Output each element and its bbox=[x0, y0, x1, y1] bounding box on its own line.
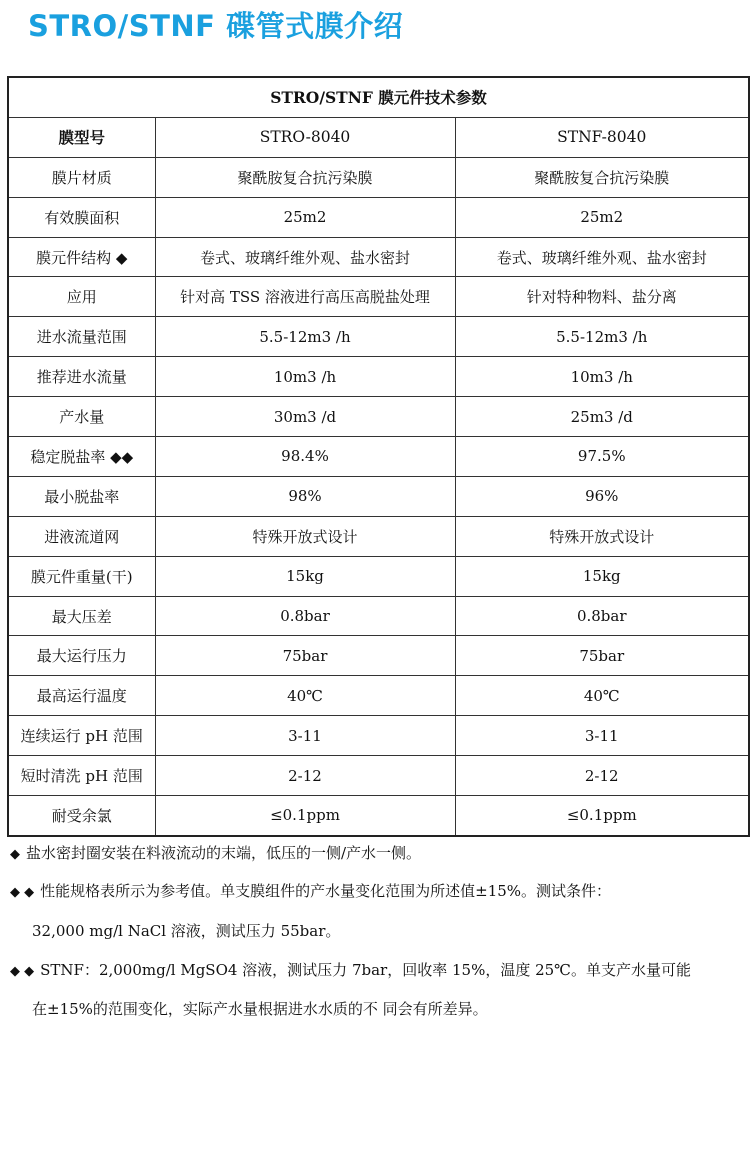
note-1-text: 盐水密封圈安装在料液流动的末端，低压的一侧/产水一侧。 bbox=[26, 844, 422, 862]
double-diamond-icon: ◆ ◆ bbox=[10, 885, 35, 900]
stro-value-cell: 聚酰胺复合抗污染膜 bbox=[155, 157, 455, 197]
row-label-cell: 耐受余氯 bbox=[8, 796, 155, 836]
stnf-value-cell: 0.8bar bbox=[455, 596, 749, 636]
stnf-value-cell: 25m3 /d bbox=[455, 397, 749, 437]
header-cell-stro: STRO-8040 bbox=[155, 117, 455, 157]
table-row bbox=[8, 676, 749, 716]
stnf-value-cell: 聚酰胺复合抗污染膜 bbox=[455, 157, 749, 197]
stro-value-cell: 75bar bbox=[155, 636, 455, 676]
stro-value-cell: 40℃ bbox=[155, 676, 455, 716]
note-2-cont bbox=[32, 920, 340, 941]
stnf-value-cell: 96% bbox=[455, 476, 749, 516]
header-cell-model: 膜型号 bbox=[8, 117, 155, 157]
stro-value-cell: 卷式、玻璃纤维外观、盐水密封 bbox=[155, 237, 455, 277]
row-label-cell: 推荐进水流量 bbox=[8, 357, 155, 397]
stro-value-cell: 25m2 bbox=[155, 197, 455, 237]
table-row bbox=[8, 756, 749, 796]
table-caption: STRO/STNF 膜元件技术参数 bbox=[8, 77, 749, 117]
stnf-value-cell: 10m3 /h bbox=[455, 357, 749, 397]
stnf-value-cell: 2-12 bbox=[455, 756, 749, 796]
table-header-row bbox=[8, 117, 749, 157]
stro-value-cell: 98% bbox=[155, 476, 455, 516]
stnf-value-cell: 针对特种物料、盐分离 bbox=[455, 277, 749, 317]
diamond-icon: ◆ bbox=[10, 847, 20, 862]
table-row bbox=[8, 437, 749, 477]
stro-value-cell: 0.8bar bbox=[155, 596, 455, 636]
stro-value-cell: 针对高 TSS 溶液进行高压高脱盐处理 bbox=[155, 277, 455, 317]
stnf-value-cell: 75bar bbox=[455, 636, 749, 676]
row-label-cell: 有效膜面积 bbox=[8, 197, 155, 237]
header-cell-stnf: STNF-8040 bbox=[455, 117, 749, 157]
table-row bbox=[8, 277, 749, 317]
stro-value-cell: 10m3 /h bbox=[155, 357, 455, 397]
stnf-value-cell: 卷式、玻璃纤维外观、盐水密封 bbox=[455, 237, 749, 277]
table-row bbox=[8, 237, 749, 277]
stnf-value-cell: 5.5-12m3 /h bbox=[455, 317, 749, 357]
table-row bbox=[8, 636, 749, 676]
table-row bbox=[8, 476, 749, 516]
table-row bbox=[8, 357, 749, 397]
stnf-value-cell: 40℃ bbox=[455, 676, 749, 716]
stnf-value-cell: 3-11 bbox=[455, 716, 749, 756]
row-label-cell: 稳定脱盐率 ◆◆ bbox=[8, 437, 155, 477]
note-2 bbox=[10, 880, 611, 901]
row-label-cell: 膜元件结构 ◆ bbox=[8, 237, 155, 277]
stnf-value-cell: ≤0.1ppm bbox=[455, 796, 749, 836]
table-row bbox=[8, 317, 749, 357]
stro-value-cell: 98.4% bbox=[155, 437, 455, 477]
stnf-value-cell: 特殊开放式设计 bbox=[455, 516, 749, 556]
page-title: STRO/STNF 碟管式膜介绍 bbox=[28, 9, 404, 43]
row-label-cell: 连续运行 pH 范围 bbox=[8, 716, 155, 756]
table-row bbox=[8, 716, 749, 756]
row-label-cell: 膜片材质 bbox=[8, 157, 155, 197]
row-label-cell: 进液流道网 bbox=[8, 516, 155, 556]
row-label-cell: 产水量 bbox=[8, 397, 155, 437]
table-row bbox=[8, 556, 749, 596]
stnf-value-cell: 15kg bbox=[455, 556, 749, 596]
stro-value-cell: 2-12 bbox=[155, 756, 455, 796]
note-2-line-1: 性能规格表所示为参考值。单支膜组件的产水量变化范围为所述值±15%。测试条件： bbox=[40, 882, 612, 900]
note-3-cont bbox=[32, 998, 488, 1019]
row-label-cell: 最高运行温度 bbox=[8, 676, 155, 716]
stro-value-cell: 30m3 /d bbox=[155, 397, 455, 437]
table-row bbox=[8, 197, 749, 237]
row-label-cell: 短时清洗 pH 范围 bbox=[8, 756, 155, 796]
table-row bbox=[8, 596, 749, 636]
row-label-cell: 最大运行压力 bbox=[8, 636, 155, 676]
row-label-cell: 膜元件重量(干) bbox=[8, 556, 155, 596]
table-row bbox=[8, 796, 749, 836]
double-diamond-icon: ◆ ◆ bbox=[10, 964, 35, 979]
table-caption-row bbox=[8, 77, 749, 117]
row-label-cell: 最大压差 bbox=[8, 596, 155, 636]
table-row bbox=[8, 157, 749, 197]
spec-table bbox=[7, 76, 750, 837]
row-label-cell: 进水流量范围 bbox=[8, 317, 155, 357]
stro-value-cell: 特殊开放式设计 bbox=[155, 516, 455, 556]
stro-value-cell: 3-11 bbox=[155, 716, 455, 756]
note-3-line-1: STNF：2,000mg/l MgSO4 溶液，测试压力 7bar，回收率 15%，温度 25℃。单支产水量可能 bbox=[40, 961, 691, 979]
stro-value-cell: 15kg bbox=[155, 556, 455, 596]
stro-value-cell: 5.5-12m3 /h bbox=[155, 317, 455, 357]
stnf-value-cell: 25m2 bbox=[455, 197, 749, 237]
note-2-line-2: 32,000 mg/l NaCl 溶液，测试压力 55bar。 bbox=[32, 922, 341, 940]
table-row bbox=[8, 516, 749, 556]
row-label-cell: 最小脱盐率 bbox=[8, 476, 155, 516]
note-3-line-2: 在±15%的范围变化，实际产水量根据进水水质的不 同会有所差异。 bbox=[32, 1000, 488, 1018]
note-1 bbox=[10, 842, 421, 863]
row-label-cell: 应用 bbox=[8, 277, 155, 317]
note-3 bbox=[10, 959, 691, 980]
stro-value-cell: ≤0.1ppm bbox=[155, 796, 455, 836]
table-row bbox=[8, 397, 749, 437]
stnf-value-cell: 97.5% bbox=[455, 437, 749, 477]
